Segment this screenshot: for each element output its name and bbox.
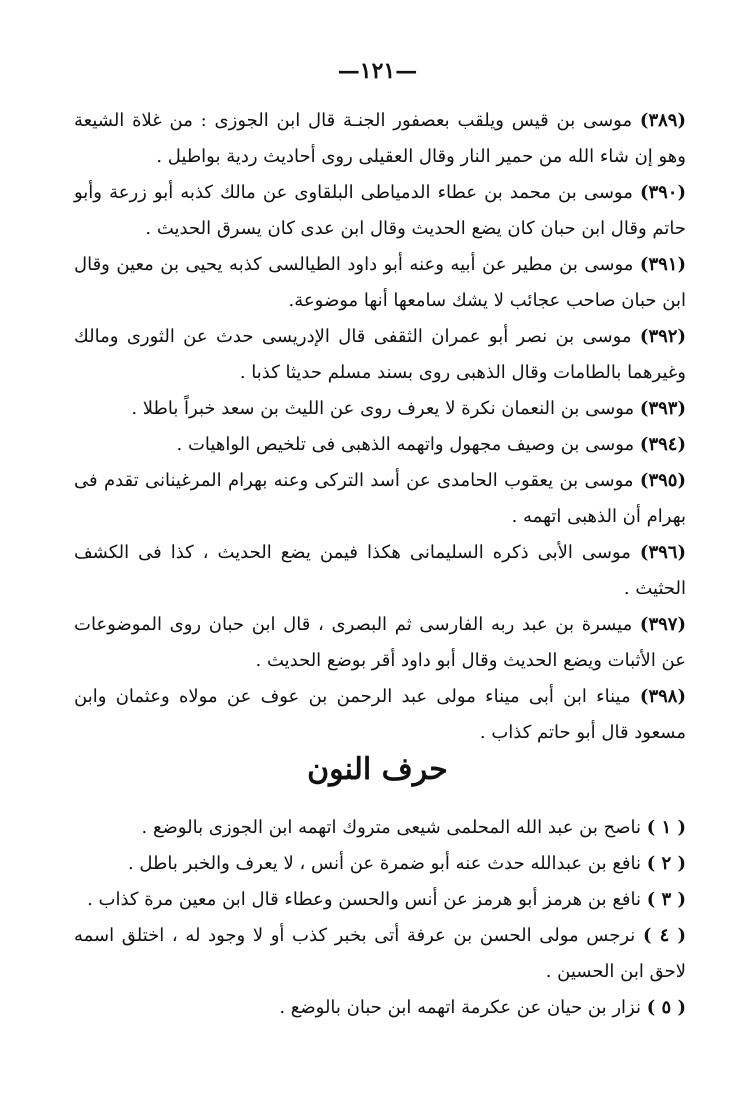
entry-394: [74, 427, 686, 463]
entry-number: ( ٣ ): [646, 889, 686, 910]
entry-text: نافع بن عبدالله حدث عنه أبو ضمرة عن أنس ، لا يعرف والخبر باطل .: [127, 853, 641, 874]
entry-393: [74, 391, 686, 427]
entry-number: (٣٩٣): [639, 398, 686, 419]
entry-text: ميناء ابن أبى ميناء مولى عبد الرحمن بن عوف عن مولاه وعثمان وابن مسعود قال أبو حاتم كذاب .: [74, 686, 686, 743]
entry-text: ميسرة بن عبد ربه الفارسى ثم البصرى ، قال ابن حبان روى الموضوعات عن الأثبات ويضع الحديث وقال أبو داود أقر بوضع الحديث .: [74, 614, 686, 671]
entry-number: (٣٩٦): [639, 542, 686, 563]
entry-text: موسى بن مطير عن أبيه وعنه أبو داود الطيالسى كذبه يحيى بن معين وقال ابن حبان صاحب عجائب لا يشك سامعها أنها موضوعة.: [74, 254, 686, 311]
entry-396: [74, 535, 686, 607]
entry-text: نزار بن حيان عن عكرمة اتهمه ابن حبان بالوضع .: [279, 997, 641, 1018]
page-number: —١٢١—: [337, 58, 418, 84]
entry-number: ( ٤ ): [642, 925, 686, 946]
nun-entry-5: [74, 990, 686, 1026]
entry-number: ( ١ ): [646, 817, 686, 838]
entry-390: [74, 175, 686, 247]
entry-392: [74, 319, 686, 391]
nun-entry-1: [74, 810, 686, 846]
entry-395: [74, 463, 686, 535]
nun-entry-4: [74, 918, 686, 990]
entry-number: (٣٩٠): [639, 182, 687, 203]
entry-text: موسى بن النعمان نكرة لا يعرف روى عن الليث بن سعد خبراً باطلا .: [131, 398, 635, 419]
entries-list-nun: [74, 810, 686, 1026]
nun-entry-2: [74, 846, 686, 882]
entry-389: [74, 103, 686, 175]
entry-number: (٣٩٢): [639, 326, 686, 347]
entry-text: موسى بن محمد بن عطاء الدمياطى البلقاوى عن مالك كذبه أبو زرعة وأبو حاتم وقال ابن حبان كان يضع الحديث وقال ابن عدى كان يسرق الحديث .: [74, 182, 686, 239]
entry-398: [74, 679, 686, 751]
entry-text: موسى بن يعقوب الحامدى عن أسد التركى وعنه بهرام المرغينانى تقدم فى بهرام أن الذهبى اتهمه .: [74, 470, 686, 527]
entry-number: (٣٩٤): [639, 434, 686, 455]
entry-391: [74, 247, 686, 319]
entry-number: (٣٩٧): [639, 614, 686, 635]
entry-number: ( ٥ ): [646, 997, 686, 1018]
entry-text: نرجس مولى الحسن بن عرفة أتى بخبر كذب أو لا وجود له ، اختلق اسمه لاحق ابن الحسين .: [74, 925, 686, 982]
section-title: حرف النون: [307, 752, 448, 787]
entry-number: (٣٨٩): [639, 110, 686, 131]
entry-text: موسى بن نصر أبو عمران الثقفى قال الإدريسى حدث عن الثورى ومالك وغيرهما بالطامات وقال الذهبى روى بسند مسلم حديثا كذبا .: [74, 326, 686, 383]
entry-text: نافع بن هرمز أبو هرمز عن أنس والحسن وعطاء قال ابن معين مرة كذاب .: [87, 889, 641, 910]
entry-397: [74, 607, 686, 679]
entry-number: ( ٢ ): [646, 853, 686, 874]
entries-list-mim: [74, 103, 686, 751]
entry-number: (٣٩٥): [639, 470, 686, 491]
nun-entry-3: [74, 882, 686, 918]
entry-number: (٣٩٨): [639, 686, 686, 707]
entry-text: موسى بن قيس ويلقب بعصفور الجنـة قال ابن الجوزى : من غلاة الشيعة وهو إن شاء الله من حمير النار وقال العقيلى روى أحاديث ردية بواطيل .: [74, 110, 686, 167]
entry-number: (٣٩١): [639, 254, 686, 275]
entry-text: موسى الأبى ذكره السليمانى هكذا فيمن يضع الحديث ، كذا فى الكشف الحثيث .: [74, 542, 686, 599]
entry-text: ناصح بن عبد الله المحلمى شيعى متروك اتهمه ابن الجوزى بالوضع .: [141, 817, 641, 838]
entry-text: موسى بن وصيف مجهول واتهمه الذهبى فى تلخيص الواهيات .: [176, 434, 635, 455]
